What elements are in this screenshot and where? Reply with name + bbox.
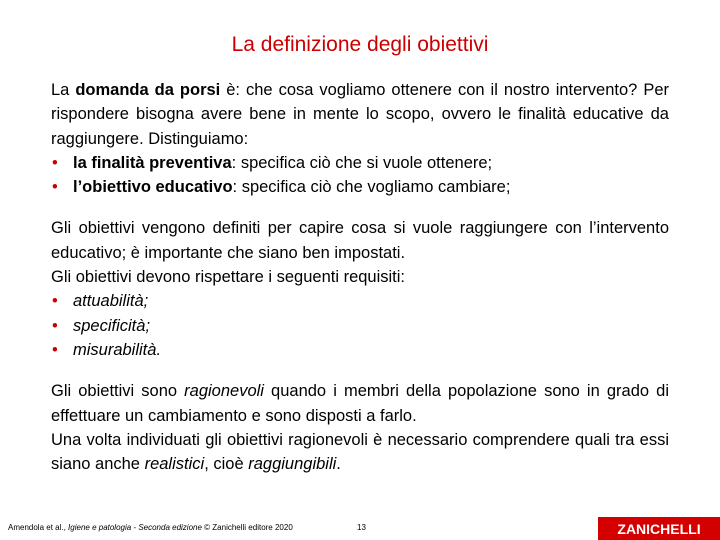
bullet-icon: • [52, 316, 58, 335]
footer-credit-post: © Zanichelli editore 2020 [201, 523, 293, 532]
zanichelli-logo: ZANICHELLI [598, 517, 720, 540]
intro-bold: domanda da porsi [75, 81, 221, 99]
bullet-icon: • [52, 178, 58, 197]
reachable-italic: raggiungibili [248, 455, 337, 474]
list-item [51, 151, 669, 175]
realistic-paragraph [51, 428, 669, 477]
intro-paragraph [51, 78, 669, 151]
slide-content [51, 78, 669, 476]
reasonable-italic: ragionevoli [184, 382, 264, 401]
footer-credit [8, 523, 293, 532]
slide-title: La definizione degli obiettivi [231, 33, 489, 56]
requirements-list [51, 289, 669, 362]
list-item [51, 338, 669, 362]
list-item-bold: l’obiettivo educativo [73, 178, 233, 197]
reasonable-text-2: quando i membri della popolazione sono in grado di effettuare un cambiamento e sono disposti a farlo. [51, 382, 669, 425]
list-item [51, 289, 669, 313]
realistic-text-1: Una volta individuati gli obiettivi ragionevoli è necessario comprendere quali tra essi siano anche [51, 430, 669, 474]
bullet-icon: • [52, 153, 58, 172]
intro-text-1: La [51, 81, 76, 99]
footer-credit-pre: Amendola et al., [8, 523, 69, 532]
list-item-text: : specifica ciò che si vuole ottenere; [231, 153, 493, 172]
intro-text-2: è: che cosa vogliamo ottenere con il nostro intervento? Per rispondere bisogna avere bene in mente lo scopo, ovvero le finalità educative da raggiungere. Distinguiamo: [51, 81, 669, 148]
requirements-intro: Gli obiettivi devono rispettare i seguenti requisiti: [51, 268, 406, 287]
list-item-text: misurabilità. [73, 340, 162, 359]
realistic-italic: realistici [144, 455, 205, 474]
list-item-text: : specifica ciò che vogliamo cambiare; [232, 178, 511, 197]
bullet-icon: • [52, 292, 58, 311]
realistic-text-2: , cioè [204, 455, 249, 474]
page-number: 13 [357, 523, 366, 532]
list-item-text: attuabilità; [73, 292, 149, 311]
reasonable-paragraph [51, 379, 669, 428]
reasonable-text-1: Gli obiettivi sono [51, 382, 185, 401]
list-item [51, 314, 669, 338]
objectives-paragraph: Gli obiettivi vengono definiti per capire cosa si vuole raggiungere con l’intervento educativo; è importante che siano ben impostati. [51, 219, 669, 262]
footer-book-title: Igiene e patologia - Seconda edizione [68, 523, 202, 532]
list-item [51, 175, 669, 199]
list-item-text: specificità; [73, 316, 151, 335]
bullet-icon: • [52, 340, 58, 359]
aims-list [51, 151, 669, 200]
realistic-text-3: . [336, 455, 341, 474]
list-item-bold: la finalità preventiva [73, 153, 232, 172]
